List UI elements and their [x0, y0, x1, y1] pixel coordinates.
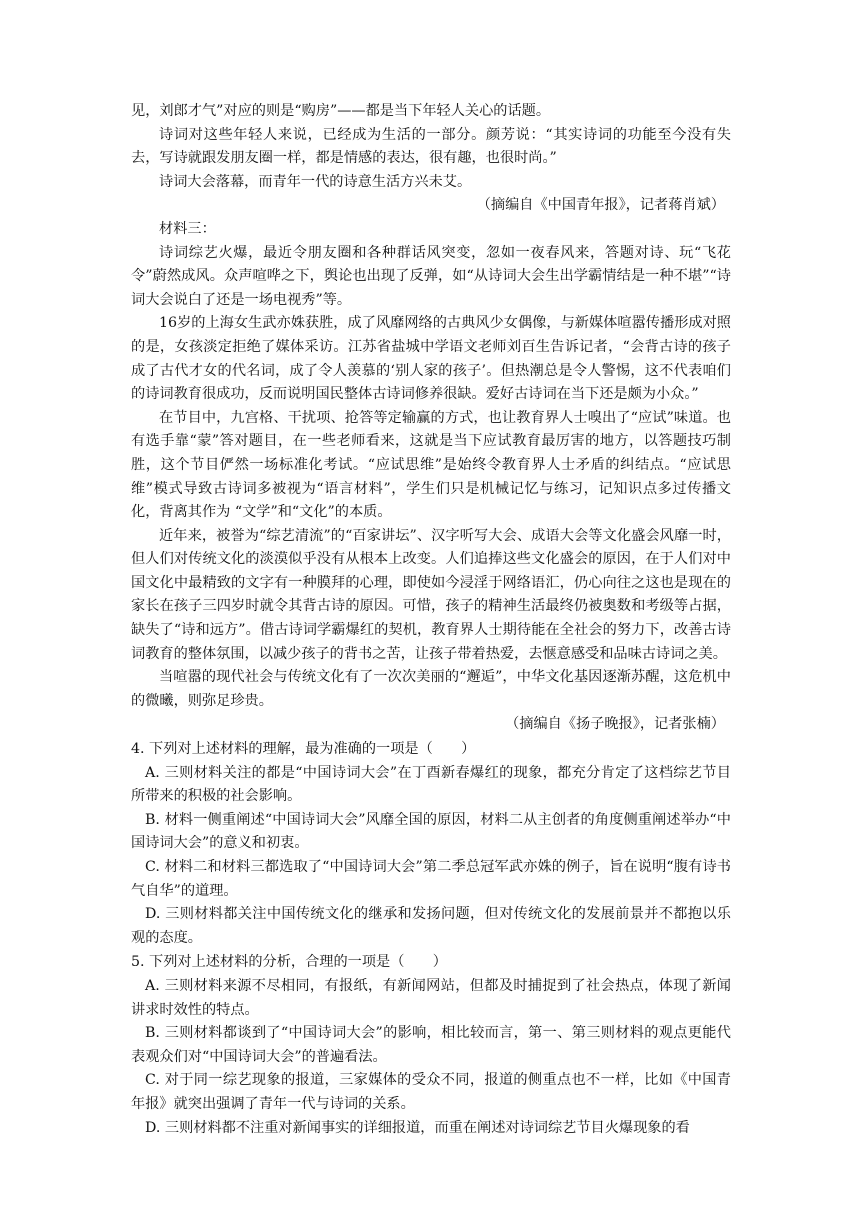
question-5-stem: 5. 下列对上述材料的分析，合理的一项是（ ）	[131, 954, 447, 971]
question-5-option-a: A. 三则材料来源不尽相同，有报纸，有新闻网站，但都及时捕捉到了社会热点，体现了新闻讲求时效性的特点。	[131, 977, 731, 1018]
material3-paragraph: 在节目中，九宫格、干扰项、抢答等定输赢的方式，也让教育界人士嗅出了“应试”味道。也有选手靠“蒙”答对题目，在一些老师看来，这就是当下应试教育最厉害的地方，以答题技巧制胜，这个节目俨然一场标准化考试。“应试思维”是始终令教育界人士矛盾的纠结点。“应试思维”模式导致古诗词多被视为“语言材料”，学生们只是机械记忆与练习，记知识点多过传播文化，背离其作为 “文学”和“文化”的本质。	[131, 409, 731, 521]
material3-source: （摘编自《扬子晚报》，记者张楠）	[505, 716, 725, 733]
material2-source: （摘编自《中国青年报》，记者蒋肖斌）	[476, 197, 725, 214]
material3-paragraph: 当喧嚣的现代社会与传统文化有了一次次美丽的“邂逅”，中华文化基因逐渐苏醒，这危机中的微曦，则弥足珍贵。	[131, 669, 731, 709]
material3-paragraph: 诗词综艺火爆，最近令朋友圈和各种群话风突变，忽如一夜春风来，答题对诗、玩“飞花令”蔚然成风。众声喧哗之下，舆论也出现了反弹，如“从诗词大会生出学霸情结是一种不堪”“诗词大会说白了还是一场电视秀”等。	[131, 244, 731, 308]
question-4-option-c: C. 材料二和材料三都选取了“中国诗词大会”第二季总冠军武亦姝的例子，旨在说明“腹有诗书气自华”的道理。	[131, 859, 731, 899]
material3-heading: 材料三：	[159, 220, 216, 237]
question-4-option-b: B. 材料一侧重阐述“中国诗词大会”风靡全国的原因，材料二从主创者的角度侧重阐述举办“中国诗词大会”的意义和初衷。	[131, 811, 731, 852]
material3-paragraph: 16岁的上海女生武亦姝获胜，成了风靡网络的古典风少女偶像，与新媒体喧嚣传播形成对照的是，女孩淡定拒绝了媒体采访。江苏省盐城中学语文老师刘百生告诉记者，“会背古诗的孩子成了古代才女的代名词，成了令人羡慕的‘别人家的孩子’。但热潮总是令人警惕，这不代表咱们的诗词教育很成功，反而说明国民整体古诗词修养很缺。爱好古诗词在当下还是颇为小众。”	[131, 315, 731, 403]
material2-continuation: 见，刘郎才气”对应的则是“购房”——都是当下年轻人关心的话题。	[131, 103, 551, 119]
question-4-stem: 4. 下列对上述材料的理解，最为准确的一项是（ ）	[131, 741, 476, 758]
document-content	[131, 100, 731, 1140]
question-5-option-b: B. 三则材料都谈到了“中国诗词大会”的影响，相比较而言，第一、第三则材料的观点更能代表观众们对“中国诗词大会”的普遍看法。	[131, 1025, 731, 1065]
question-5-option-c: C. 对于同一综艺现象的报道，三家媒体的受众不同，报道的侧重点也不一样，比如《中国青年报》就突出强调了青年一代与诗词的关系。	[131, 1072, 731, 1112]
material2-paragraph: 诗词大会落幕，而青年一代的诗意生活方兴未艾。	[159, 173, 472, 190]
question-4-option-d: D. 三则材料都关注中国传统文化的继承和发扬问题，但对传统文化的发展前景并不都抱以乐观的态度。	[131, 906, 731, 946]
question-5-option-d: D. 三则材料都不注重对新闻事实的详细报道，而重在阐述对诗词综艺节目火爆现象的看	[145, 1119, 690, 1136]
material3-paragraph: 近年来，被誉为“综艺清流”的“百家讲坛”、汉字听写大会、成语大会等文化盛会风靡一时，但人们对传统文化的淡漠似乎没有从根本上改变。人们追捧这些文化盛会的原因，在于人们对中国文化中最精致的文字有一种膜拜的心理，即使如今浸淫于网络语汇，仍心向往之这也是现在的家长在孩子三四岁时就令其背古诗的原因。可惜，孩子的精神生活最终仍被奥数和考级等占据，缺失了“诗和远方”。借古诗词学霸爆红的契机，教育界人士期待能在全社会的努力下，改善古诗词教育的整体氛围，以减少孩子的背书之苦，让孩子带着热爱，去惬意感受和品味古诗词之美。	[131, 527, 731, 662]
question-4-option-a: A. 三则材料关注的都是“中国诗词大会”在丁酉新春爆红的现象，都充分肯定了这档综艺节目所带来的积极的社会影响。	[131, 764, 731, 805]
material2-paragraph: 诗词对这些年轻人来说，已经成为生活的一部分。颜芳说：“其实诗词的功能至今没有失去，写诗就跟发朋友圈一样，都是情感的表达，很有趣，也很时尚。”	[131, 126, 731, 167]
